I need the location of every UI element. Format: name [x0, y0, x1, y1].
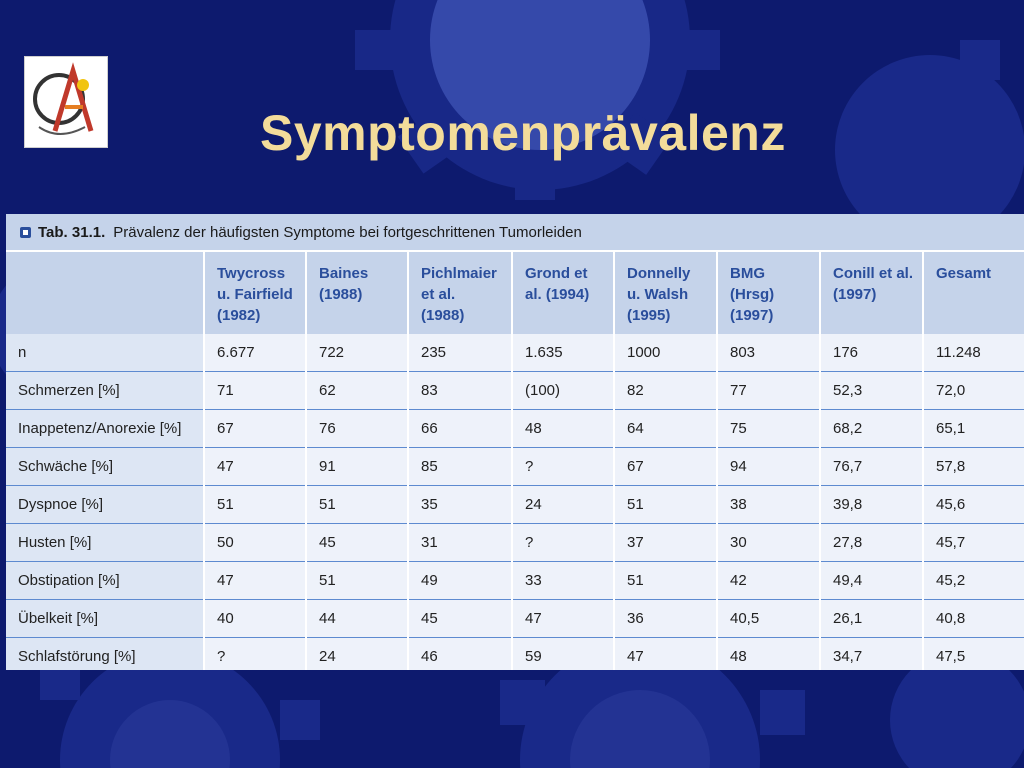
table-cell: 176: [820, 334, 923, 372]
table-cell: 76: [306, 410, 408, 448]
column-header-line: Grond et: [525, 265, 588, 282]
table-cell: 57,8: [923, 448, 1024, 486]
table-cell: 42: [717, 562, 820, 600]
table-cell: 30: [717, 524, 820, 562]
row-label-cell: Obstipation [%]: [6, 562, 204, 600]
table-cell: 67: [204, 410, 306, 448]
table-cell: 27,8: [820, 524, 923, 562]
column-header-line: Conill et al.: [833, 265, 914, 282]
table-cell: 51: [306, 486, 408, 524]
table-cell: 47: [204, 562, 306, 600]
column-header: [6, 252, 204, 334]
table-cell: 46: [408, 638, 512, 671]
column-header-line: (1988): [421, 307, 465, 324]
table-cell: 66: [408, 410, 512, 448]
row-label-cell: Schmerzen [%]: [6, 372, 204, 410]
table-cell: 62: [306, 372, 408, 410]
table-cell: 47,5: [923, 638, 1024, 671]
table-cell: 235: [408, 334, 512, 372]
table-row: [6, 448, 1024, 486]
column-header: [614, 252, 717, 334]
row-label-cell: Inappetenz/Anorexie [%]: [6, 410, 204, 448]
table-cell: 75: [717, 410, 820, 448]
table-cell: 24: [512, 486, 614, 524]
table-row: [6, 638, 1024, 671]
table-cell: 82: [614, 372, 717, 410]
column-header-line: (1988): [319, 286, 363, 303]
column-header: [306, 252, 408, 334]
column-header: [512, 252, 614, 334]
table-caption: [6, 214, 1024, 252]
table-cell: 722: [306, 334, 408, 372]
column-header-line: (Hrsg): [730, 286, 775, 303]
table-cell: 71: [204, 372, 306, 410]
table-cell: 64: [614, 410, 717, 448]
table-cell: 45,6: [923, 486, 1024, 524]
table-cell: 26,1: [820, 600, 923, 638]
column-header: [820, 252, 923, 334]
table-cell: 72,0: [923, 372, 1024, 410]
table-cell: 59: [512, 638, 614, 671]
row-label-cell: Schlafstörung [%]: [6, 638, 204, 671]
symptom-prevalence-table: [6, 252, 1024, 670]
table-cell: 94: [717, 448, 820, 486]
table-cell: 45,2: [923, 562, 1024, 600]
table-cell: 68,2: [820, 410, 923, 448]
column-header-line: Twycross: [217, 265, 286, 282]
row-label-cell: Schwäche [%]: [6, 448, 204, 486]
column-header-line: Baines: [319, 265, 369, 282]
table-cell: 45,7: [923, 524, 1024, 562]
row-label-cell: Übelkeit [%]: [6, 600, 204, 638]
table-cell: 37: [614, 524, 717, 562]
column-header-line: Gesamt: [936, 265, 992, 282]
table-cell: 24: [306, 638, 408, 671]
table-caption-text: Prävalenz der häufigsten Symptome bei fortgeschrittenen Tumorleiden: [113, 223, 582, 241]
column-header: [923, 252, 1024, 334]
table-cell: 44: [306, 600, 408, 638]
table-cell: 52,3: [820, 372, 923, 410]
table-cell: 77: [717, 372, 820, 410]
table-row: [6, 562, 1024, 600]
table-cell: 47: [614, 638, 717, 671]
table-body: [6, 334, 1024, 670]
column-header-line: (1997): [833, 286, 877, 303]
table-cell: 803: [717, 334, 820, 372]
table-cell: ?: [512, 448, 614, 486]
table-cell: 34,7: [820, 638, 923, 671]
table-cell: 31: [408, 524, 512, 562]
table-cell: 33: [512, 562, 614, 600]
table-cell: 40: [204, 600, 306, 638]
column-header-line: BMG: [730, 265, 765, 282]
table-row: [6, 410, 1024, 448]
table-cell: 51: [204, 486, 306, 524]
table-cell: 38: [717, 486, 820, 524]
table-cell: ?: [204, 638, 306, 671]
column-header-line: (1997): [730, 307, 774, 324]
table-cell: 49: [408, 562, 512, 600]
table-row: [6, 524, 1024, 562]
table-cell: 50: [204, 524, 306, 562]
table-cell: 65,1: [923, 410, 1024, 448]
column-header-line: al. (1994): [525, 286, 590, 303]
table-cell: 51: [614, 562, 717, 600]
table-cell: 40,5: [717, 600, 820, 638]
table-cell: 11.248: [923, 334, 1024, 372]
table-caption-label: Tab. 31.1.: [38, 223, 106, 241]
table-row: [6, 600, 1024, 638]
table-cell: ?: [512, 524, 614, 562]
table-cell: 45: [408, 600, 512, 638]
column-header-line: u. Fairfield: [217, 286, 293, 303]
table-cell: 47: [512, 600, 614, 638]
ca-monogram-logo-icon: [24, 56, 108, 148]
table-cell: 40,8: [923, 600, 1024, 638]
table-cell: 48: [512, 410, 614, 448]
table-cell: 1.635: [512, 334, 614, 372]
column-header-line: (1982): [217, 307, 261, 324]
column-header-line: Donnelly: [627, 265, 691, 282]
table-panel: [6, 214, 1024, 670]
table-cell: 91: [306, 448, 408, 486]
table-cell: 67: [614, 448, 717, 486]
row-label-cell: Dyspnoe [%]: [6, 486, 204, 524]
table-cell: 83: [408, 372, 512, 410]
table-header-row: [6, 252, 1024, 334]
table-cell: 36: [614, 600, 717, 638]
table-cell: 1000: [614, 334, 717, 372]
table-cell: (100): [512, 372, 614, 410]
table-row: [6, 372, 1024, 410]
column-header-line: u. Walsh: [627, 286, 689, 303]
column-header-line: Pichlmaier: [421, 265, 497, 282]
column-header: [408, 252, 512, 334]
table-cell: 47: [204, 448, 306, 486]
table-cell: 39,8: [820, 486, 923, 524]
table-cell: 35: [408, 486, 512, 524]
table-cell: 51: [614, 486, 717, 524]
table-cell: 51: [306, 562, 408, 600]
column-header: [717, 252, 820, 334]
table-cell: 85: [408, 448, 512, 486]
table-marker-icon: [20, 227, 31, 238]
table-cell: 45: [306, 524, 408, 562]
table-row: [6, 486, 1024, 524]
table-cell: 76,7: [820, 448, 923, 486]
table-cell: 49,4: [820, 562, 923, 600]
row-label-cell: Husten [%]: [6, 524, 204, 562]
table-cell: 6.677: [204, 334, 306, 372]
column-header-line: et al.: [421, 286, 456, 303]
column-header-line: (1995): [627, 307, 671, 324]
table-cell: 48: [717, 638, 820, 671]
table-row: [6, 334, 1024, 372]
row-label-cell: n: [6, 334, 204, 372]
slide-title: Symptomenprävalenz: [260, 105, 786, 161]
column-header: [204, 252, 306, 334]
